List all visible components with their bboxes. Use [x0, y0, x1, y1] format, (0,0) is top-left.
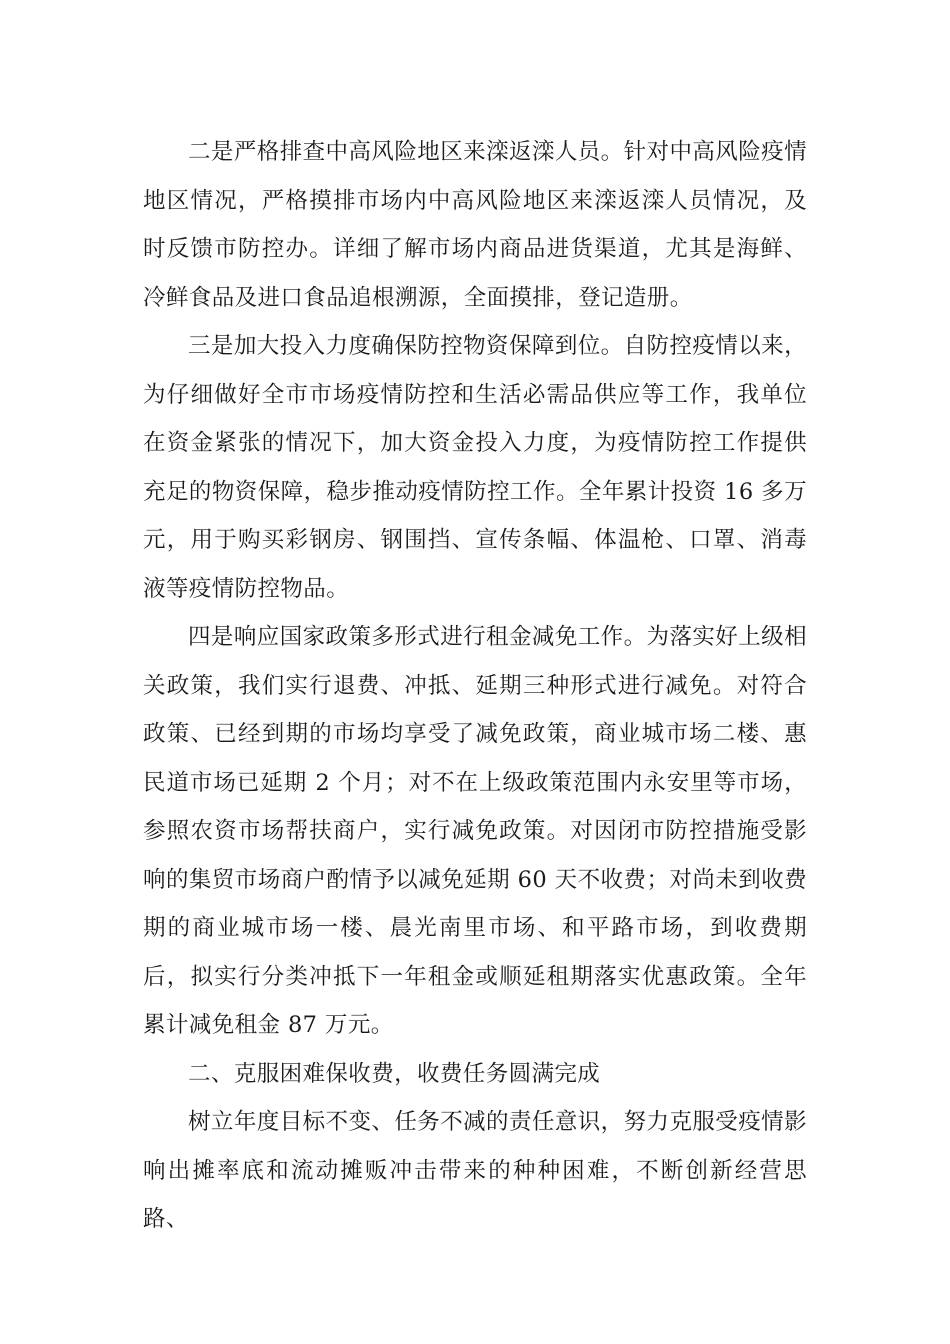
section-heading-fees: 二、克服困难保收费，收费任务圆满完成 [188, 1060, 601, 1087]
document-body [143, 128, 807, 1244]
paragraph-fee-goals: 树立年度目标不变、任务不减的责任意识，努力克服受疫情影响出摊率底和流动摊贩冲击带来的种种困难，不断创新经营思路、 [143, 1109, 807, 1232]
paragraph-rent-reduction: 四是响应国家政策多形式进行租金减免工作。为落实好上级相关政策，我们实行退费、冲抵、延期三种形式进行减免。对符合政策、已经到期的市场均享受了减免政策，商业城市场二楼、惠民道市场已延期 2 个月；对不在上级政策范围内永安里等市场，参照农资市场帮扶商户，实行减免政策。对因闭市防控措施受影响的集贸市场商户酌情予以减免延期 60 天不收费；对尚未到收费期的商业城市场一楼、晨光南里市场、和平路市场，到收费期后，拟实行分类冲抵下一年租金或顺延租期落实优惠政策。全年累计减免租金 87 万元。 [143, 624, 807, 1038]
paragraph-screening: 二是严格排查中高风险地区来滦返滦人员。针对中高风险疫情地区情况，严格摸排市场内中高风险地区来滦返滦人员情况，及时反馈市防控办。详细了解市场内商品进货渠道，尤其是海鲜、冷鲜食品及进口食品追根溯源，全面摸排，登记造册。 [143, 139, 807, 311]
paragraph-supplies: 三是加大投入力度确保防控物资保障到位。自防控疫情以来，为仔细做好全市市场疫情防控和生活必需品供应等工作，我单位在资金紧张的情况下，加大资金投入力度，为疫情防控工作提供充足的物资保障，稳步推动疫情防控工作。全年累计投资 16 多万元，用于购买彩钢房、钢围挡、宣传条幅、体温枪、口罩、消毒液等疫情防控物品。 [143, 333, 807, 602]
